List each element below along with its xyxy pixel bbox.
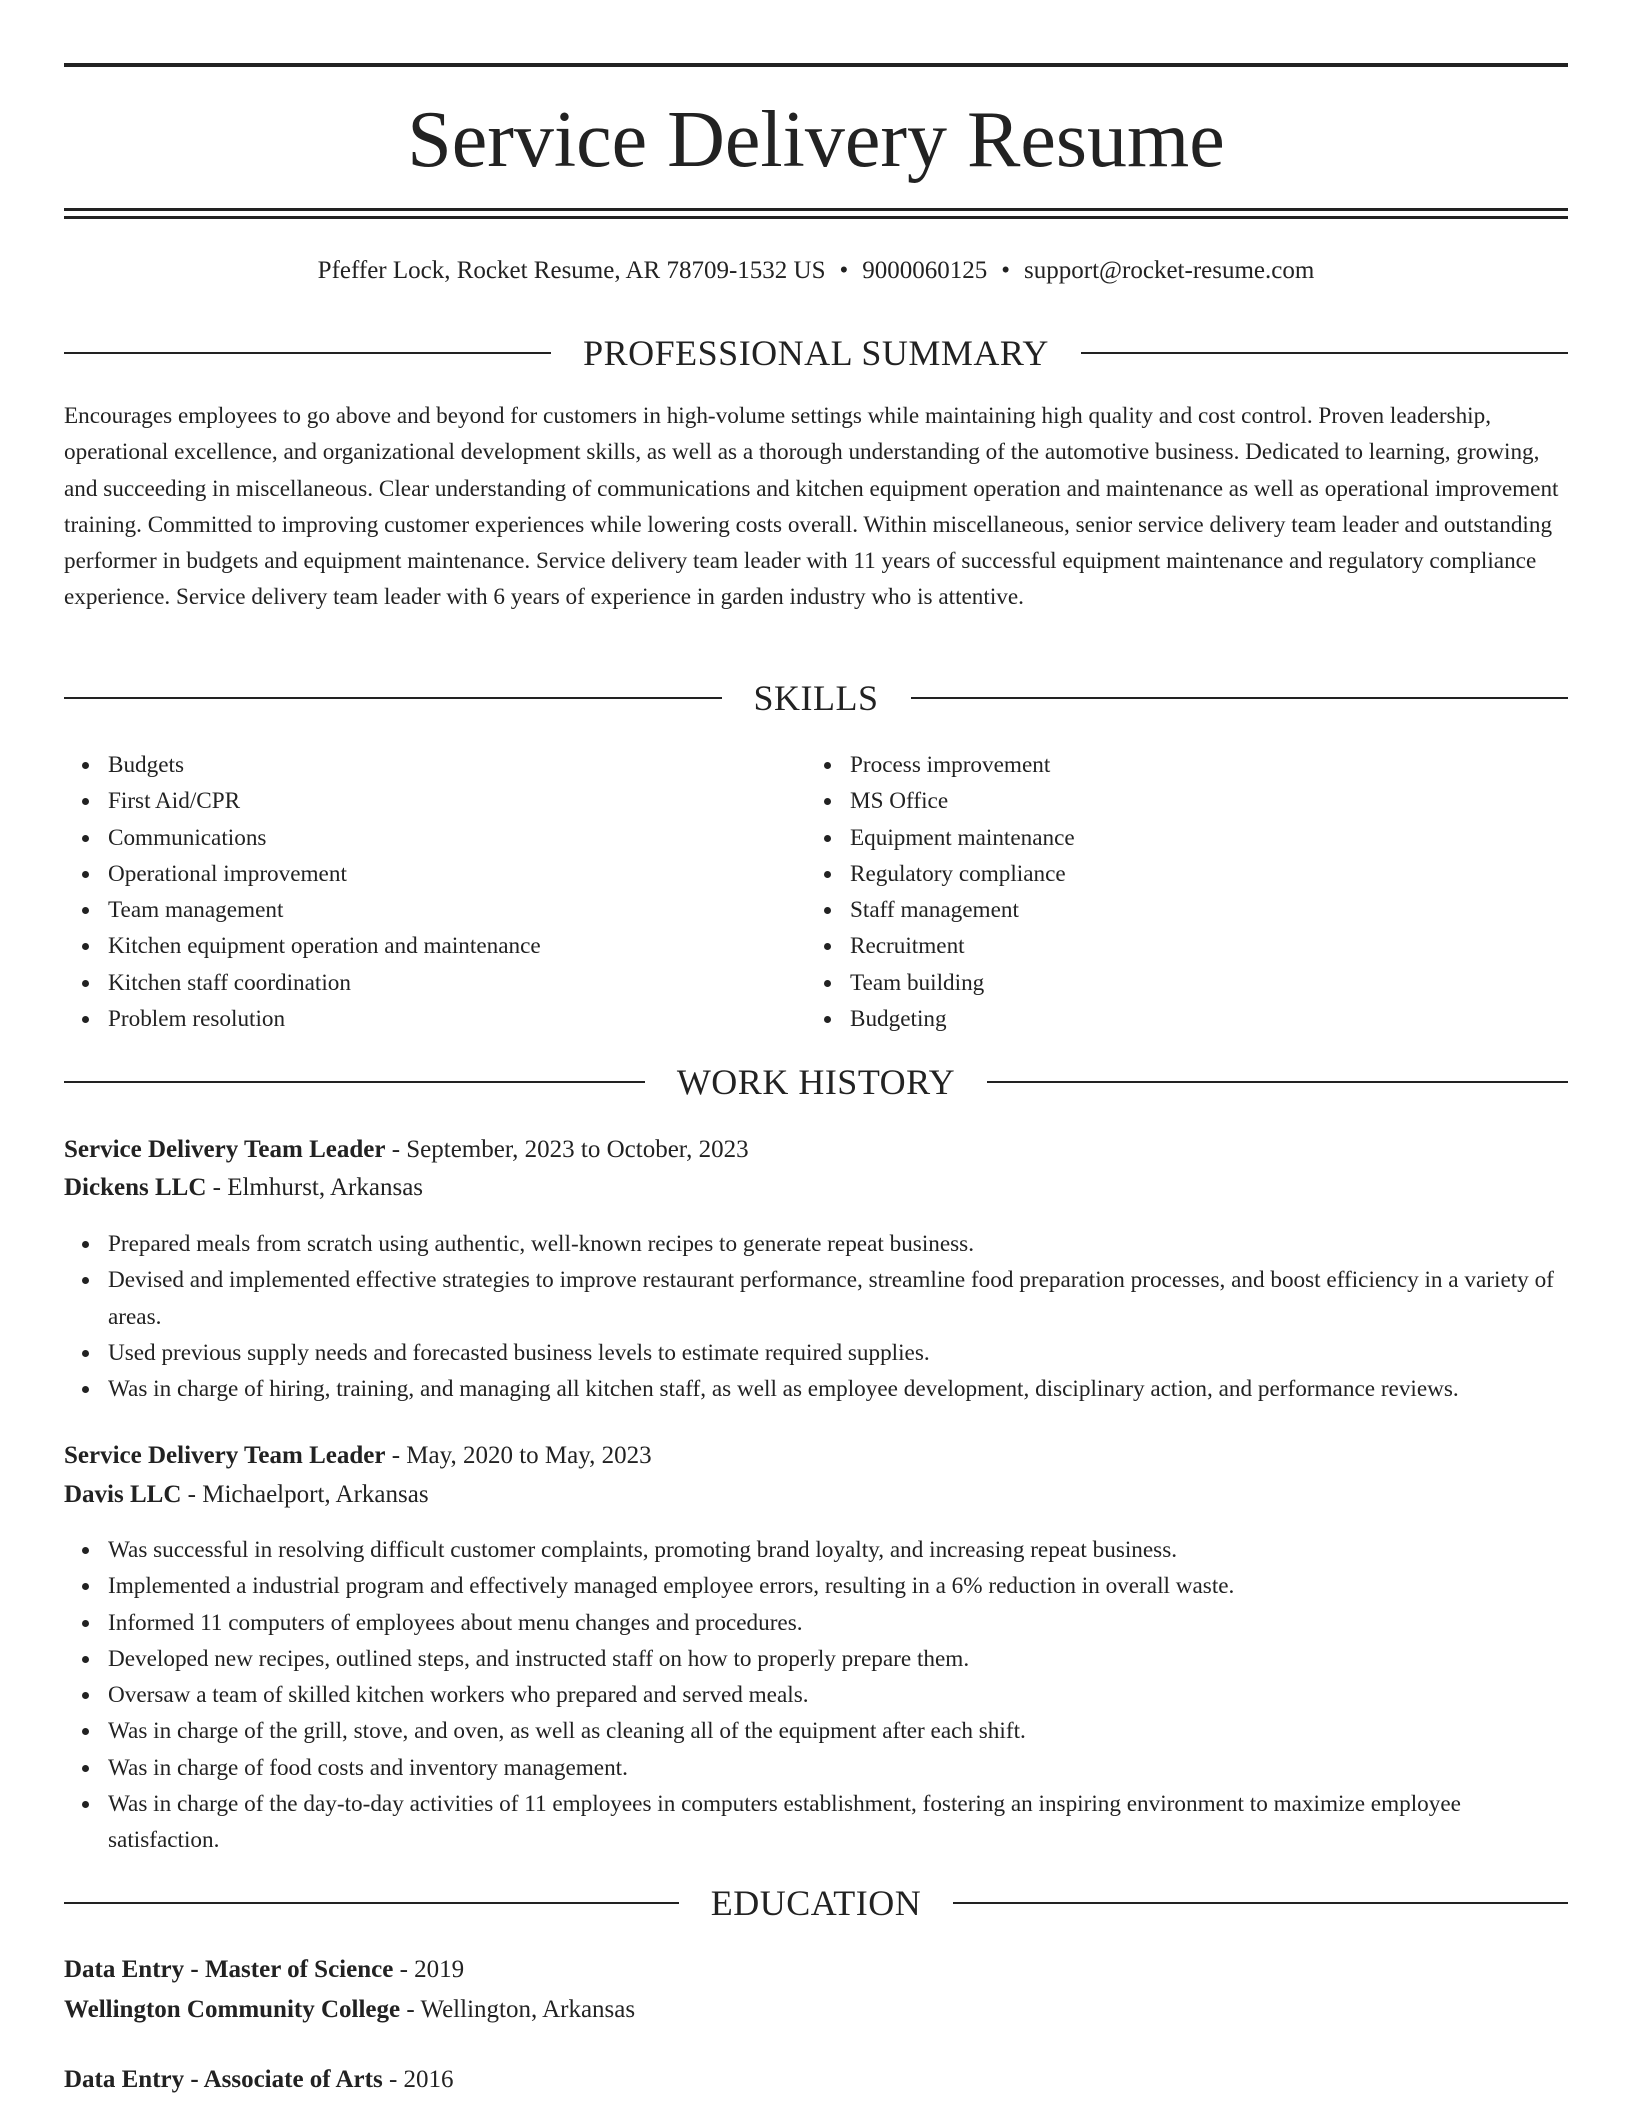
skills-list-right bbox=[850, 747, 1550, 1037]
education-year: - 2019 bbox=[393, 1956, 465, 1983]
skill-item: Budgeting bbox=[850, 1001, 1550, 1037]
heading-rule bbox=[64, 1902, 679, 1904]
heading-rule bbox=[64, 352, 551, 354]
heading-rule bbox=[1081, 352, 1568, 354]
summary-text: Encourages employees to go above and beyond for customers in high-volume settings while maintaining high quality and cost control. Proven leadership, operational excellence, and organizational development skills, as well as a thorough understanding of the automotive business. Dedicated to learning, growing, and succeeding in miscellaneous. Clear understanding of communications and kitchen equipment operation and maintenance as well as operational improvement training. Committed to improving customer experiences while lowering costs overall. Within miscellaneous, senior service delivery team leader and outstanding performer in budgets and equipment maintenance. Service delivery team leader with 11 years of successful equipment maintenance and regulatory compliance experience. Service delivery team leader with 6 years of experience in garden industry who is attentive. bbox=[64, 403, 1559, 611]
job-bullets bbox=[108, 1226, 1568, 1407]
contact-separator: • bbox=[1001, 257, 1011, 284]
list-item: Was in charge of the grill, stove, and oven, as well as cleaning all of the equipment after each shift. bbox=[108, 1713, 1568, 1749]
education-year: - 2016 bbox=[382, 2066, 454, 2093]
list-item: Informed 11 computers of employees about menu changes and procedures. bbox=[108, 1605, 1568, 1641]
education-heading bbox=[64, 1881, 1568, 1925]
skill-item: Regulatory compliance bbox=[850, 856, 1550, 892]
skills-heading bbox=[64, 676, 1568, 720]
title-rule-lower bbox=[64, 216, 1568, 219]
heading-rule bbox=[953, 1902, 1568, 1904]
skill-item: Staff management bbox=[850, 892, 1550, 928]
list-item: Prepared meals from scratch using authentic, well-known recipes to generate repeat business. bbox=[108, 1226, 1568, 1262]
skill-item: Equipment maintenance bbox=[850, 820, 1550, 856]
education-school: Wellington Community College bbox=[64, 1996, 401, 2023]
list-item: Developed new recipes, outlined steps, and instructed staff on how to properly prepare them. bbox=[108, 1641, 1568, 1677]
contact-address: Pfeffer Lock, Rocket Resume, AR 78709-1532 US bbox=[317, 257, 826, 284]
job-company-line bbox=[64, 1170, 1568, 1206]
skill-item: Operational improvement bbox=[108, 856, 808, 892]
work-heading bbox=[64, 1060, 1568, 1104]
contact-line bbox=[64, 254, 1568, 288]
list-item: Used previous supply needs and forecasted business levels to estimate required supplies. bbox=[108, 1335, 1568, 1371]
job-dates: - May, 2020 to May, 2023 bbox=[385, 1442, 652, 1469]
job-bullets bbox=[108, 1532, 1568, 1859]
job-location: - Michaelport, Arkansas bbox=[181, 1481, 429, 1508]
heading-rule bbox=[911, 697, 1569, 699]
skill-item: Process improvement bbox=[850, 747, 1550, 783]
top-rule bbox=[64, 63, 1568, 67]
title-rule-upper bbox=[64, 208, 1568, 211]
section-title: EDUCATION bbox=[710, 1883, 922, 1923]
skill-item: Recruitment bbox=[850, 928, 1550, 964]
section-title: PROFESSIONAL SUMMARY bbox=[583, 333, 1049, 373]
skill-item: Team building bbox=[850, 965, 1550, 1001]
resume-title: Service Delivery Resume bbox=[407, 96, 1225, 184]
job-title: Service Delivery Team Leader bbox=[64, 1442, 386, 1469]
skill-item: Problem resolution bbox=[108, 1001, 808, 1037]
contact-phone: 9000060125 bbox=[862, 257, 988, 284]
contact-email: support@rocket-resume.com bbox=[1024, 257, 1315, 284]
list-item: Oversaw a team of skilled kitchen workers who prepared and served meals. bbox=[108, 1677, 1568, 1713]
list-item: Was in charge of the day-to-day activities of 11 employees in computers establishment, fostering an inspiring environment to maximize employee satisfaction. bbox=[108, 1786, 1568, 1859]
heading-rule bbox=[64, 697, 722, 699]
job-title-line bbox=[64, 1438, 1568, 1474]
skill-item: Budgets bbox=[108, 747, 808, 783]
list-item: Was successful in resolving difficult customer complaints, promoting brand loyalty, and increasing repeat business. bbox=[108, 1532, 1568, 1568]
skill-item: Communications bbox=[108, 820, 808, 856]
skill-item: First Aid/CPR bbox=[108, 783, 808, 819]
skill-item: Kitchen staff coordination bbox=[108, 965, 808, 1001]
skill-item: Kitchen equipment operation and maintenance bbox=[108, 928, 808, 964]
job-title-line bbox=[64, 1132, 1568, 1168]
education-degree-line bbox=[64, 2062, 1568, 2098]
contact-separator: • bbox=[839, 257, 849, 284]
list-item: Implemented a industrial program and effectively managed employee errors, resulting in a 6% reduction in overall waste. bbox=[108, 1568, 1568, 1604]
job-dates: - September, 2023 to October, 2023 bbox=[385, 1136, 749, 1163]
education-degree: Data Entry - Master of Science bbox=[64, 1956, 394, 1983]
education-degree: Data Entry - Associate of Arts bbox=[64, 2066, 383, 2093]
education-degree-line bbox=[64, 1952, 1568, 1988]
job-company-line bbox=[64, 1477, 1568, 1513]
skill-item: MS Office bbox=[850, 783, 1550, 819]
job-company: Dickens LLC bbox=[64, 1174, 207, 1201]
skill-item: Team management bbox=[108, 892, 808, 928]
list-item: Was in charge of hiring, training, and managing all kitchen staff, as well as employee development, disciplinary action, and performance reviews. bbox=[108, 1371, 1568, 1407]
job-company: Davis LLC bbox=[64, 1481, 182, 1508]
list-item: Devised and implemented effective strategies to improve restaurant performance, streamline food preparation processes, and boost efficiency in a variety of areas. bbox=[108, 1262, 1568, 1335]
education-school-line bbox=[64, 1992, 1568, 2028]
job-location: - Elmhurst, Arkansas bbox=[206, 1174, 424, 1201]
job-title: Service Delivery Team Leader bbox=[64, 1136, 386, 1163]
heading-rule bbox=[987, 1081, 1568, 1083]
education-location: - Wellington, Arkansas bbox=[400, 1996, 636, 2023]
section-title: SKILLS bbox=[753, 678, 879, 718]
skills-list-left bbox=[108, 747, 808, 1037]
heading-rule bbox=[64, 1081, 645, 1083]
section-title: WORK HISTORY bbox=[676, 1062, 956, 1102]
list-item: Was in charge of food costs and inventory management. bbox=[108, 1750, 1568, 1786]
summary-heading bbox=[64, 331, 1568, 375]
